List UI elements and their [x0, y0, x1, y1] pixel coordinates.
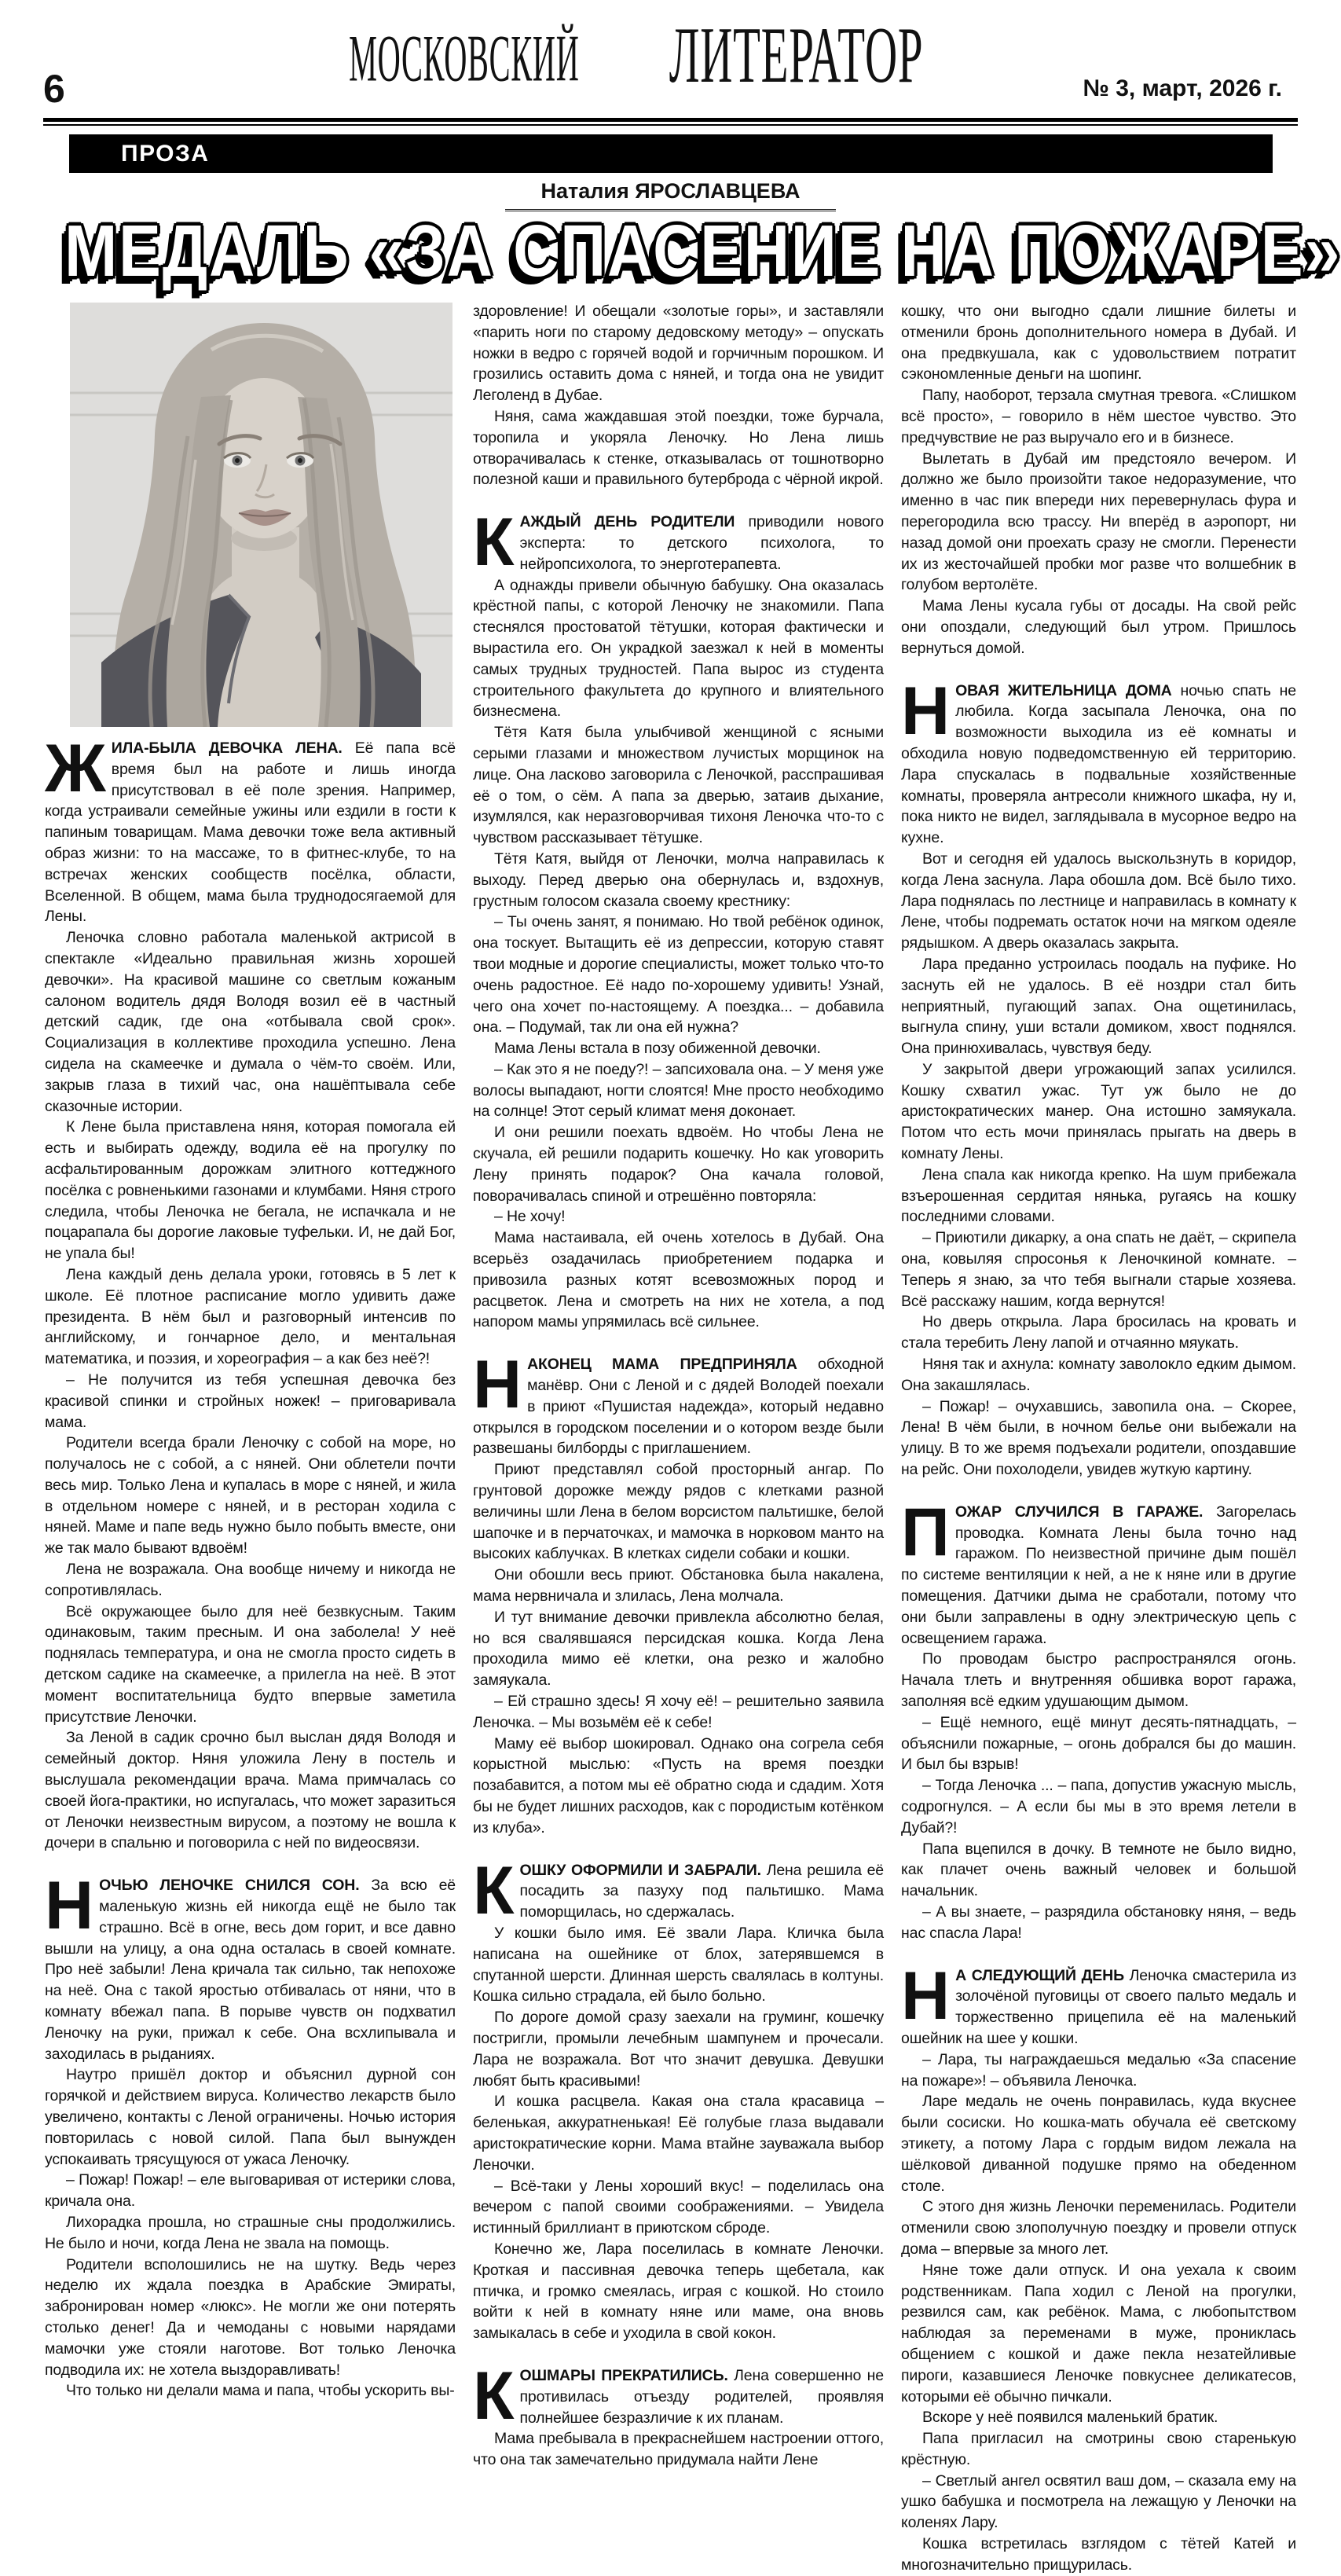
paragraph: Наутро пришёл доктор и объяснил дурной сон горячкой и действием вируса. Количество лекарств было увеличено, контакты с Леной ограничены. Ночью история повторилась с новой силой. Папа был вынужден успокаивать трясущуюся от ужаса Леночку.	[45, 2066, 456, 2168]
drop-cap: К	[473, 2358, 515, 2434]
masthead-word-2: ЛИТЕРАТОР	[669, 9, 924, 100]
masthead	[110, 9, 1163, 119]
paragraph: И они решили поехать вдвоём. Но чтобы Лена не скучала, ей решили подарить кошечку. Но как уговорить Лену принять подарок? Она качала головой, поворачивалась спиной и отрешённо повторяла:	[473, 1124, 884, 1205]
paragraph: Няне тоже дали отпуск. И она уехала к своим родственникам. Папа ходил с Леной на прогулки, резвился сам, как ребёнок. Мама, с любопытством наблюдая за переменами в муже, прониклась общением с кошкой и даже пекла незатейливые пироги, казавшиеся Леночке повкуснее деликатесов, которыми её обычно пичкали.	[901, 2261, 1296, 2405]
paragraph: – Ещё немного, ещё минут десять-пятнадцать, – объяснили пожарные, – огонь добрался бы до машин. И был бы взрыв!	[901, 1713, 1296, 1774]
paragraph: Папа пригласил на смотрины свою старенькую крёстную.	[901, 2430, 1296, 2468]
paragraph: Папу, наоборот, терзала смутная тревога. «Слишком всё просто», – говорило в нём шестое чувство. Это предчувствие не раз выручало его и в бизнесе.	[901, 387, 1296, 446]
paragraph: Кошка встретилась взглядом с тётей Катей и многозначительно прищурилась.	[901, 2535, 1296, 2574]
paragraph: Тётя Катя, выйдя от Леночки, молча направилась к выходу. Перед дверью она обернулась и, вздохнув, грустным голосом сказала своему крестнику:	[473, 849, 884, 910]
paragraph: Ларе медаль не очень понравилась, куда вкуснее были сосиски. Но кошка-мать обучала её светскому этикету, а потому Лара с гордым видом лежала на шёлковой диванной подушке прямо на обеденном столе.	[901, 2093, 1296, 2195]
paragraph: – Тогда Леночка ... – папа, допустив ужасную мысль, содрогнулся. – А если бы мы в это время летели в Дубай?!	[901, 1777, 1296, 1837]
paragraph: К Лене была приставлена няня, которая помогала ей есть и выбирать одежду, водила её на прогулку по асфальтированным дорожкам элитного коттеджного посёлка с ровненькими газонами и клумбами. Няня строго следила, чтобы Леночка не бегала, не испачкала и не поцарапала бы дорогие лаковые туфельки. И, не дай Бог, не упала бы!	[45, 1118, 456, 1263]
column-1-text	[45, 731, 456, 2402]
paragraph: Мама Лены встала в позу обиженной девочки.	[494, 1040, 821, 1058]
paragraph: – Пожар! – очухавшись, завопила она. – Скорее, Лена! В чём были, в ночном белье они выбежали на улицу. В то же время подъехали родители, опоздавшие на рейс. Они похолодели, увидев жуткую картину.	[901, 1397, 1296, 1479]
paragraph: С этого дня жизнь Леночки переменилась. Родители отменили свою злополучную поездку и провели отпуск дома – впервые за много лет.	[901, 2198, 1296, 2258]
section-paragraph: КОШКУ ОФОРМИЛИ И ЗАБРАЛИ. Лена решила её посадить за пазуху под пальтишко. Мама поморщилась, но сдержалась.	[473, 1852, 884, 1928]
paragraph: Всё окружающее было для неё безвкусным. Таким одинаковым, таким пресным. И она заболела! У неё поднялась температура, и она не смогла просто сидеть в детском садике на скамеечке, а прилегла на неё. В этот момент воспитательница будто впервые заметила присутствие Леночки.	[45, 1602, 456, 1726]
paragraph: Мама пребывала в прекраснейшем настроении оттого, что она так замечательно придумала найти Лене	[473, 2430, 884, 2469]
section-paragraph: ПОЖАР СЛУЧИЛСЯ В ГАРАЖЕ. Загорелась проводка. Комната Лены была точно над гаражом. По неизвестной причине дым пошёл по системе вентиляции к ней, а не к няне или в другие помещения. Датчики дыма не сработали, потому что они были заправлены в одну электрическую цепь с освещением гаража.	[901, 1494, 1296, 1647]
paragraph: – Приютили дикарку, а она спать не даёт, – скрипела она, ковыляя спросонья к Леночкиной комнате. – Теперь я знаю, за что тебя выгнали старые хозяева. Всё расскажу нашим, когда вернутся!	[901, 1229, 1296, 1310]
portrait-illustration	[70, 303, 452, 727]
paragraph: Папа вцепился в дочку. В темноте не было видно, как плачет очень важный человек и большой начальник.	[901, 1840, 1296, 1900]
article-headline: МЕДАЛЬ «ЗА СПАСЕНИЕ НА ПОЖАРЕ»	[64, 210, 1341, 292]
paragraph: Лена каждый день делала уроки, готовясь в 5 лет к школе. Её плотное расписание могло удивить даже президента. В нём был и разговорный интенсив по английскому, и гончарное дело, и ментальная математика, и поэзия, и хореография – а как без неё?!	[45, 1265, 456, 1368]
paragraph: Тётя Катя была улыбчивой женщиной с ясными серыми глазами и множеством лучистых морщинок на лице. Она ласково заговорила с Леночкой, расспрашивая её о том, о сём. А папа за дверью, затаив дыхание, изумлялся, как неразговорчивая тихоня Леночка что-то с чувством рассказывает тётушке.	[473, 724, 884, 847]
paragraph: Приют представлял собой просторный ангар. По грунтовой дорожке между рядов с клетками разной величины шли Лена в белом ворсистом пальтишке, белой шапочке и в перчаточках, и мамочка в норковом манто на высоких каблучках. В клетках сидели собаки и кошки.	[473, 1461, 884, 1563]
paragraph: Мама Лены кусала губы от досады. На свой рейс они опоздали, следующий был утром. Пришлось вернуться домой.	[901, 597, 1296, 657]
masthead-word-1: МОСКОВСКИЙ	[349, 22, 580, 97]
paragraph: Что только ни делали мама и папа, чтобы ускорить вы-	[66, 2382, 455, 2400]
paragraph: И кошка расцвела. Какая она стала красавица – беленькая, аккуратненькая! Её голубые глаза выдавали аристократические корни. Мама втайне зауважала выбор Леночки.	[473, 2093, 884, 2174]
paragraph: У кошки было имя. Её звали Лара. Кличка была написана на ошейнике от блох, затерявшемся в спутанной шерсти. Длинная шерсть свалялась в колтуны. Кошка сильно страдала, ей было больно.	[473, 1924, 884, 2005]
paragraph: Конечно же, Лара поселилась в комнате Леночки. Кроткая и пассивная девочка теперь щебетала, как птичка, и громко смеялась, играя с кошкой. Но стоило войти к ней в комнату няне или маме, она вновь замыкалась в себе и уходила в свой кокон.	[473, 2240, 884, 2343]
issue-date: № 3, март, 2026 г.	[1083, 75, 1282, 101]
section-heading: ОШКУ ОФОРМИЛИ И ЗАБРАЛИ.	[519, 1861, 767, 1879]
paragraph: Лара преданно устроилась поодаль на пуфике. Но заснуть ей не удалось. В её ноздри стал бить неприятный, пугающий запах. Она ощетинилась, выгнула спину, уши встали домиком, хвост поднялся. Она принюхивалась, чувствуя беду.	[901, 955, 1296, 1058]
paragraph: – Ты очень занят, я понимаю. Но твой ребёнок одинок, она тоскует. Вытащить её из депрессии, которую ставят твои модные и дорогие специалисты, может только что-то очень радостное. Её надо по-хорошему удивить! Узнай, чего она хочет по-настоящему. А поездка... – добавила она. – Подумай, так ли она ей нужна?	[473, 913, 884, 1037]
drop-cap: Ж	[45, 731, 106, 806]
paragraph: кошку, что они выгодно сдали лишние билеты и отменили бронь дополнительного номера в Дубай. И она предвкушала, как с удовольствием потратит сэкономленные деньги на шопинг.	[901, 303, 1296, 383]
paragraph: – Ей страшно здесь! Я хочу её! – решительно заявила Леночка. – Мы возьмём её к себе!	[473, 1693, 884, 1731]
paragraph: – Лара, ты награждаешься медалью «За спасение на пожаре»! – объявила Леночка.	[901, 2050, 1296, 2090]
section-paragraph: НОЧЬЮ ЛЕНОЧКЕ СНИЛСЯ СОН. За всю её маленькую жизнь ей никогда ещё не было так страшно. Всё в огне, весь дом горит, и все давно вышли на улицу, а она одна осталась в своей комнате. Про неё забыли! Лена кричала так сильно, так непохоже на неё. Она с такой яростью отбивалась от няни, что в комнату вбежал папа. В порыве чувств он подхватил Леночку на руки, прижал к себе. Она всхлипывала и заходилась в рыданиях.	[45, 1868, 456, 2063]
paragraph: Няня так и ахнула: комнату заволокло едким дымом. Она закашлялась.	[901, 1356, 1296, 1394]
paragraph: – Всё-таки у Лены хороший вкус! – поделилась она вечером с папой своими соображениями. – Увидела истинный бриллиант в приютском сброде.	[473, 2177, 884, 2237]
paragraph: Мама настаивала, ей очень хотелось в Дубай. Она всерьёз озадачилась приобретением подарка и привозила разных котят всевозможных пород и расцветок. Лена и смотреть на них не хотела, а под напором мамы упрямилась всё сильнее.	[473, 1229, 884, 1331]
section-paragraph: Н А СЛЕДУЮЩИЙ ДЕНЬ Леночка смастерила из золочёной пуговицы от своего пальто медаль и торжественно прицепила её на маленький ошейник на шее у кошки.	[901, 1958, 1296, 2047]
section-heading: ОШМАРЫ ПРЕКРАТИЛИСЬ.	[519, 2366, 735, 2384]
section-heading: ИЛА-БЫЛА ДЕВОЧКА ЛЕНА.	[111, 739, 355, 757]
drop-cap: Н	[45, 1868, 94, 1944]
paragraph: Но дверь открыла. Лара бросилась на кровать и стала теребить Лену лапой и отчаянно мяукать.	[901, 1313, 1296, 1352]
article-photo	[70, 303, 452, 727]
column-2	[473, 301, 884, 2576]
column-3	[901, 301, 1296, 2576]
section-heading: АКОНЕЦ МАМА ПРЕДПРИНЯЛА	[527, 1356, 818, 1374]
drop-cap: Н	[901, 1958, 951, 2034]
byline	[0, 179, 1341, 211]
paragraph: Вот и сегодня ей удалось выскользнуть в коридор, когда Лена заснула. Лара обошла дом. Всё было тихо. Лара поднялась по лестнице и направилась в комнату к Лене, чтобы подремать остаток ночи на мягком одеяле рядышком. А дверь оказалась закрыта.	[901, 849, 1296, 952]
paragraph: Няня, сама жаждавшая этой поездки, тоже бурчала, торопила и укоряла Леночку. Но Лена лишь отворачивалась к стенке, отказывалась от тошнотворно полезной каши и правильного бутерброда с чёрной икрой.	[473, 407, 884, 489]
column-2-text	[473, 301, 884, 2471]
paragraph: Родители всполошились не на шутку. Ведь через неделю их ждала поездка в Арабские Эмираты, забронирован номер «люкс». Не могли же они потерять столько денег! Да и чемоданы с новыми нарядами мамочки уже стояли наготове. Вот только Леночка подводила их: не хотела выздоравливать!	[45, 2255, 456, 2379]
drop-cap: Н	[473, 1347, 522, 1423]
paragraph: здоровление! И обещали «золотые горы», и заставляли «парить ноги по старому дедовскому методу» – опускать ножки в ведро с горячей водой и горчичным порошком. И грозились оставить дома с няней, и тогда она не увидит Леголенд в Дубае.	[473, 303, 884, 405]
paragraph: По проводам быстро распространялся огонь. Начала тлеть и внутренняя обшивка ворот гаража, заполняя всё едким удушающим дымом.	[901, 1650, 1296, 1710]
paragraph: Маму её выбор шокировал. Однако она согрела себя корыстной мыслью: «Пусть на время поездки позабавится, а потом мы её обратно сюда и сдадим. Хотя бы не будет лишних расходов, как с породистым котёнком из клуба».	[473, 1734, 884, 1837]
paragraph: Вскоре у неё появился маленький братик.	[922, 2409, 1218, 2427]
article-body	[45, 301, 1296, 2576]
drop-cap: К	[473, 505, 515, 581]
column-3-text	[901, 301, 1296, 2576]
paragraph: – Как это я не поеду?! – запсиховала она. – У меня уже волосы выпадают, ногти слоятся! Мне просто необходимо на солнце! Этот серый климат меня доконает.	[473, 1060, 884, 1121]
section-heading: ОЖАР СЛУЧИЛСЯ В ГАРАЖЕ.	[954, 1503, 1217, 1521]
paragraph: – Пожар! Пожар! – еле выговаривая от истерики слова, кричала она.	[45, 2171, 456, 2211]
paragraph: Лена спала как никогда крепко. На шум прибежала взъерошенная сердитая нянька, ругаясь на кошку последними словами.	[901, 1165, 1296, 1226]
paragraph: – Не хочу!	[494, 1208, 566, 1226]
paragraph: И тут внимание девочки привлекла абсолютно белая, но вся свалявшаяся персидская кошка. Когда Лена проходила мимо её клетки, она резко и жалобно замяукала.	[473, 1608, 884, 1690]
section-paragraph: ЖИЛА-БЫЛА ДЕВОЧКА ЛЕНА. Её папа всё время был на работе и лишь иногда присутствовал в её поле зрения. Например, когда устраивали семейные ужины или ездили в гости к папиным товарищам. Мама девочки тоже вела активный образ жизни: то на массаже, то в фитнес-клубе, то на встречах женских сообществ посёлка, области, Вселенной. В общем, мама была труднодосягаемой для Лены.	[45, 731, 456, 926]
drop-cap: П	[901, 1494, 950, 1570]
masthead-rule	[43, 118, 1298, 126]
section-label: ПРОЗА	[121, 141, 210, 167]
section-paragraph: КОШМАРЫ ПРЕКРАТИЛИСЬ. Лена совершенно не противилась отъезду родителей, проявляя полнейшее безразличие к их планам.	[473, 2358, 884, 2434]
drop-cap: Н	[901, 673, 951, 749]
paragraph: У закрытой двери угрожающий запах усилился. Кошку схватил ужас. Тут уж было не до аристократических манер. Она истошно замяукала. Потом что есть мочи принялась прыгать на дверь в комнату Лены.	[901, 1060, 1296, 1163]
paragraph: Вылетать в Дубай им предстояло вечером. И должно же было произойти такое недоразумение, что именно в час пик впереди них перевернулась фура и перегородила всю трассу. Ни вперёд в аэропорт, ни назад домой они проехать сразу не смогли. Перенести их из жесточайшей пробки мог разве что волшебник в голубом вертолёте.	[901, 450, 1296, 594]
paragraph: – Светлый ангел освятил ваш дом, – сказала ему на ушко бабушка и посмотрела на лежащую у Леночки на коленях Лару.	[901, 2471, 1296, 2532]
section-paragraph: НОВАЯ ЖИТЕЛЬНИЦА ДОМА ночью спать не любила. Когда засыпала Леночка, она по возможности выходила из её комнаты и обходила новую подведомственную ей территорию. Лара спускалась в подвальные хозяйственные комнаты, проверяла антресоли книжного шкафа, ну и, пока никто не видел, заглядывала в мусорное ведро на кухне.	[901, 673, 1296, 847]
section-paragraph: КАЖДЫЙ ДЕНЬ РОДИТЕЛИ приводили нового эксперта: то детского психолога, то нейропсихолога, то энерготерапевта.	[473, 505, 884, 581]
author-name: Наталия ЯРОСЛАВЦЕВА	[505, 179, 837, 211]
paragraph: Леночка словно работала маленькой актрисой в спектакле «Идеально правильная жизнь хорошей девочки». На красивой машине со светлым кожаным салоном водитель дядя Володя возил её в частный детский садик, где она «отбывала свой срок». Социализация в коллективе проходила успешно. Лена сидела на скамеечке и думала о чём-то своём. Или, закрыв глаза в тихий час, она нашёптывала себе сказочные истории.	[45, 929, 456, 1115]
section-bar	[69, 134, 1273, 173]
paragraph: – Не получится из тебя успешная девочка без красивой спинки и стройных ножек! – приговаривала мама.	[45, 1371, 456, 1431]
paragraph: По дороге домой сразу заехали на груминг, кошечку постригли, промыли лечебным шампунем и прочесали. Лара не возражала. Вот что значит девушка. Девушки любят быть красивыми!	[473, 2009, 884, 2090]
paragraph: Родители всегда брали Леночку с собой на море, но получалось не с собой, а с няней. Они облетели почти весь мир. Только Лена и купалась в море с няней, и жила в отдельном номере с няней, и в ресторан ходила с няней. Маме и папе ведь нужно было побыть вместе, они же так мало бывают вдвоём!	[45, 1434, 456, 1558]
headline-wrap	[45, 209, 1341, 292]
page-number: 6	[43, 67, 65, 111]
drop-cap: К	[473, 1852, 515, 1928]
paragraph: – А вы знаете, – разрядила обстановку няня, – ведь нас спасла Лара!	[901, 1903, 1296, 1942]
paragraph: Лена не возражала. Она вообще ничему и никогда не сопротивлялась.	[45, 1561, 456, 1599]
section-heading: АЖДЫЙ ДЕНЬ РОДИТЕЛИ	[519, 513, 749, 531]
paragraph: А однажды привели обычную бабушку. Она оказалась крёстной папы, с которой Леночку не знакомили. Папа стеснялся простоватой тётушки, которая фактически и вырастила его. Он украдкой заезжал к ней в моменты самых трудных трудностей. Папа вырос из студента строительного факультета до крупного и влиятельного бизнесмена.	[473, 576, 884, 721]
section-heading: А СЛЕДУЮЩИЙ ДЕНЬ	[955, 1966, 1130, 1984]
section-heading: ОЧЬЮ ЛЕНОЧКЕ СНИЛСЯ СОН.	[99, 1877, 372, 1895]
paragraph: Они обошли весь приют. Обстановка была накалена, мама нервничала и злилась, Лена молчала.	[473, 1566, 884, 1605]
paragraph: Лихорадка прошла, но страшные сны продолжились. Не было и ночи, когда Лена не звала на помощь.	[45, 2213, 456, 2252]
section-paragraph: НАКОНЕЦ МАМА ПРЕДПРИНЯЛА обходной манёвр. Они с Леной и с дядей Володей поехали в приют «Пушистая надежда», который недавно открылся в городском поселении и о котором везде были развешаны билборды с приглашением.	[473, 1347, 884, 1458]
paragraph: За Леной в садик срочно был выслан дядя Володя и семейный доктор. Няня уложила Лену в постель и выслушала рекомендации врача. Мама примчалась со своей йога-практики, но испугалась, что может заразиться от Леночки неизвестным вирусом, а поэтому не вошла к дочери в спальню и поговорила с ней по видеосвязи.	[45, 1729, 456, 1852]
column-1	[45, 301, 456, 2576]
section-heading: ОВАЯ ЖИТЕЛЬНИЦА ДОМА	[955, 681, 1181, 699]
